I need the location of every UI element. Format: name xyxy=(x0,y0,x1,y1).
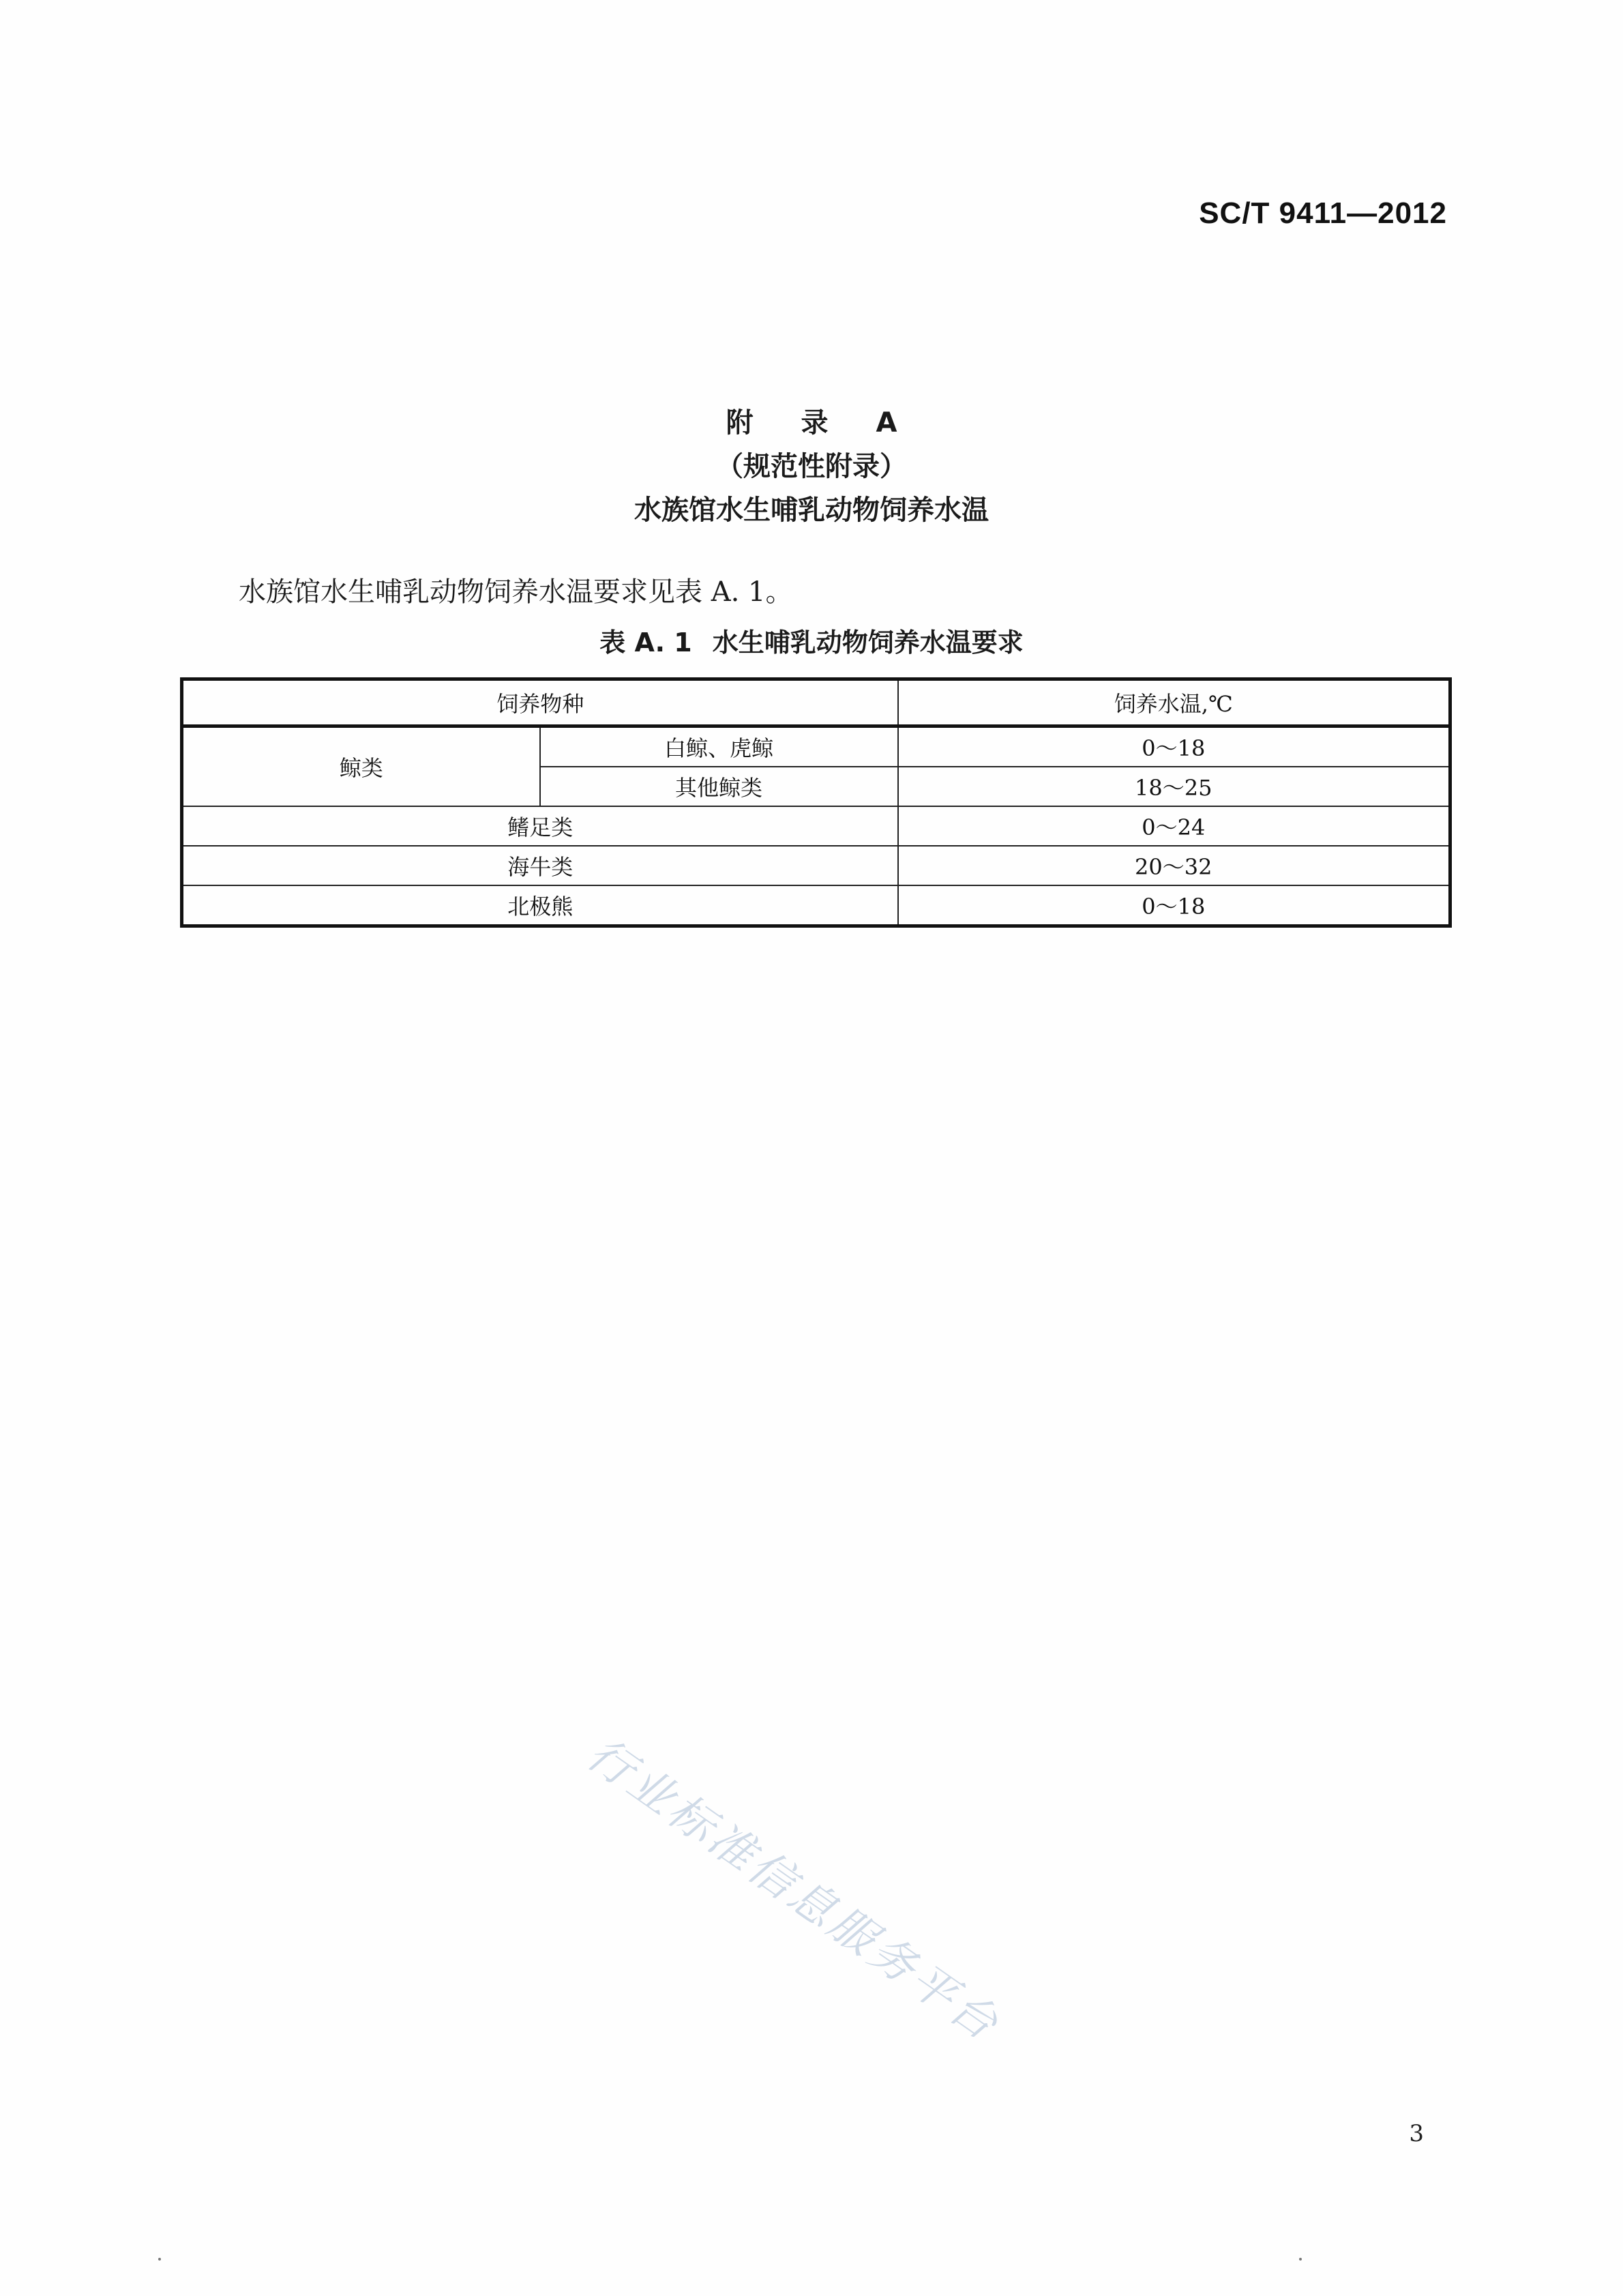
watermark: 行业标准信息服务平台 xyxy=(578,1727,1011,2052)
row-temp-beluga-orca: 0～18 xyxy=(898,726,1450,767)
table-header-row xyxy=(182,679,1450,726)
row-group-whales: 鲸类 xyxy=(182,726,540,807)
header-temperature: 饲养水温,℃ xyxy=(898,679,1450,726)
table-caption-title: 水生哺乳动物饲养水温要求 xyxy=(712,628,1024,658)
row-name-polar-bear: 北极熊 xyxy=(182,885,898,926)
table-caption xyxy=(0,622,1623,663)
row-name-other-whales: 其他鲸类 xyxy=(540,767,898,806)
row-temp-sirenians: 20～32 xyxy=(898,846,1450,885)
header-species: 饲养物种 xyxy=(182,679,898,726)
page-number: 3 xyxy=(1409,2120,1424,2147)
table-caption-number: 表 A. 1 xyxy=(599,628,692,658)
appendix-subject: 水族馆水生哺乳动物饲养水温 xyxy=(634,495,989,526)
appendix-type: （规范性附录） xyxy=(716,451,907,482)
temperature-table xyxy=(180,677,1452,928)
appendix-title: 附 录 A xyxy=(726,407,917,439)
intro-paragraph: 水族馆水生哺乳动物饲养水温要求见表 A. 1。 xyxy=(239,576,793,608)
table-row xyxy=(182,846,1450,885)
row-temp-other-whales: 18～25 xyxy=(898,767,1450,806)
table-row xyxy=(182,806,1450,846)
row-temp-polar-bear: 0～18 xyxy=(898,885,1450,926)
scan-speck xyxy=(158,2258,161,2261)
row-name-pinnipeds: 鳍足类 xyxy=(182,806,898,846)
row-name-sirenians: 海牛类 xyxy=(182,846,898,885)
row-name-beluga-orca: 白鲸、虎鲸 xyxy=(540,726,898,767)
appendix-heading xyxy=(0,402,1623,531)
table-row xyxy=(182,885,1450,926)
scan-speck xyxy=(1299,2258,1302,2261)
standard-number: SC/T 9411—2012 xyxy=(1199,196,1447,230)
table-row xyxy=(182,726,1450,767)
row-temp-pinnipeds: 0～24 xyxy=(898,806,1450,846)
